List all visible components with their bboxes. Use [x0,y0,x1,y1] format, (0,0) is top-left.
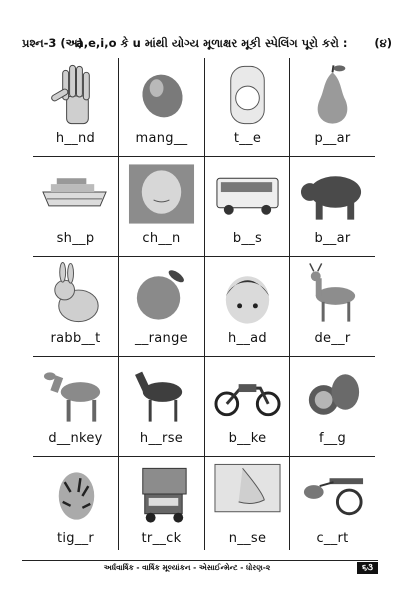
grid-cell [119,58,204,156]
spelling-word: n__se [228,531,267,546]
spelling-word: tr__ck [141,531,182,546]
spelling-word: h__rse [139,431,184,446]
tiger-picture [41,462,110,526]
chin-picture [127,162,196,226]
grid-cell [33,358,118,456]
question-marks: (૪) [374,36,392,50]
spelling-word: b__ke [228,431,267,446]
head-picture [213,262,282,326]
question-header [22,36,394,56]
mango-picture [127,62,196,126]
donkey-picture [41,362,110,426]
grid-cell [33,158,118,256]
toe-picture [213,62,282,126]
grid-cell [33,258,118,356]
grid-cell [205,258,290,356]
bus-picture [213,162,282,226]
ship-picture [41,162,110,226]
picture-word-grid [33,58,375,550]
bike-picture [213,362,282,426]
question-instruction: a,e,i,o કે u માંથી યોગ્ય મૂળાક્ષર મૂકી સ્પેલિંગ પૂરો કરો : [76,36,348,50]
grid-cell [290,158,375,256]
grid-cell [205,358,290,456]
row-divider [33,356,375,357]
spelling-word: de__r [314,331,351,346]
spelling-word: b__ar [314,231,351,246]
grid-cell [119,258,204,356]
footer-text: અર્ધવાર્ષિક - વાર્ષિક મૂલ્યાંકન - એસાઈન્મેન્ટ - ધોરણ-૨ [103,563,271,572]
grid-cell [205,58,290,156]
grid-cell [119,458,204,556]
spelling-word: b__s [232,231,263,246]
horse-picture [127,362,196,426]
spelling-word: c__rt [316,531,349,546]
spelling-word: t__e [233,131,262,146]
spelling-word: rabb__t [50,331,101,346]
page-number: ૬૩ [357,562,378,574]
grid-cell [119,158,204,256]
grid-cell [290,258,375,356]
page-footer [22,560,378,575]
row-divider [33,456,375,457]
spelling-word: ch__n [142,231,181,246]
row-divider [33,156,375,157]
truck-picture [127,462,196,526]
cart-picture [298,462,367,526]
spelling-word: h__ad [228,331,267,346]
nose-picture [213,462,282,526]
bear-picture [298,162,367,226]
rabbit-picture [41,262,110,326]
deer-picture [298,262,367,326]
grid-cell [290,58,375,156]
hand-picture [41,62,110,126]
fig-picture [298,362,367,426]
spelling-word: tig__r [56,531,95,546]
grid-cell [33,58,118,156]
grid-cell [290,458,375,556]
question-number: પ્રશ્ન-3 (અ) [22,36,84,50]
spelling-word: __range [135,331,188,346]
grid-cell [290,358,375,456]
grid-cell [119,358,204,456]
spelling-word: sh__p [56,231,95,246]
spelling-word: p__ar [314,131,351,146]
spelling-word: mang__ [135,131,188,146]
grid-cell [33,458,118,556]
grid-cell [205,458,290,556]
spelling-word: h__nd [55,131,96,146]
pear-picture [298,62,367,126]
orange-picture [127,262,196,326]
row-divider [33,256,375,257]
spelling-word: f__g [318,431,347,446]
grid-cell [205,158,290,256]
spelling-word: d__nkey [48,431,103,446]
